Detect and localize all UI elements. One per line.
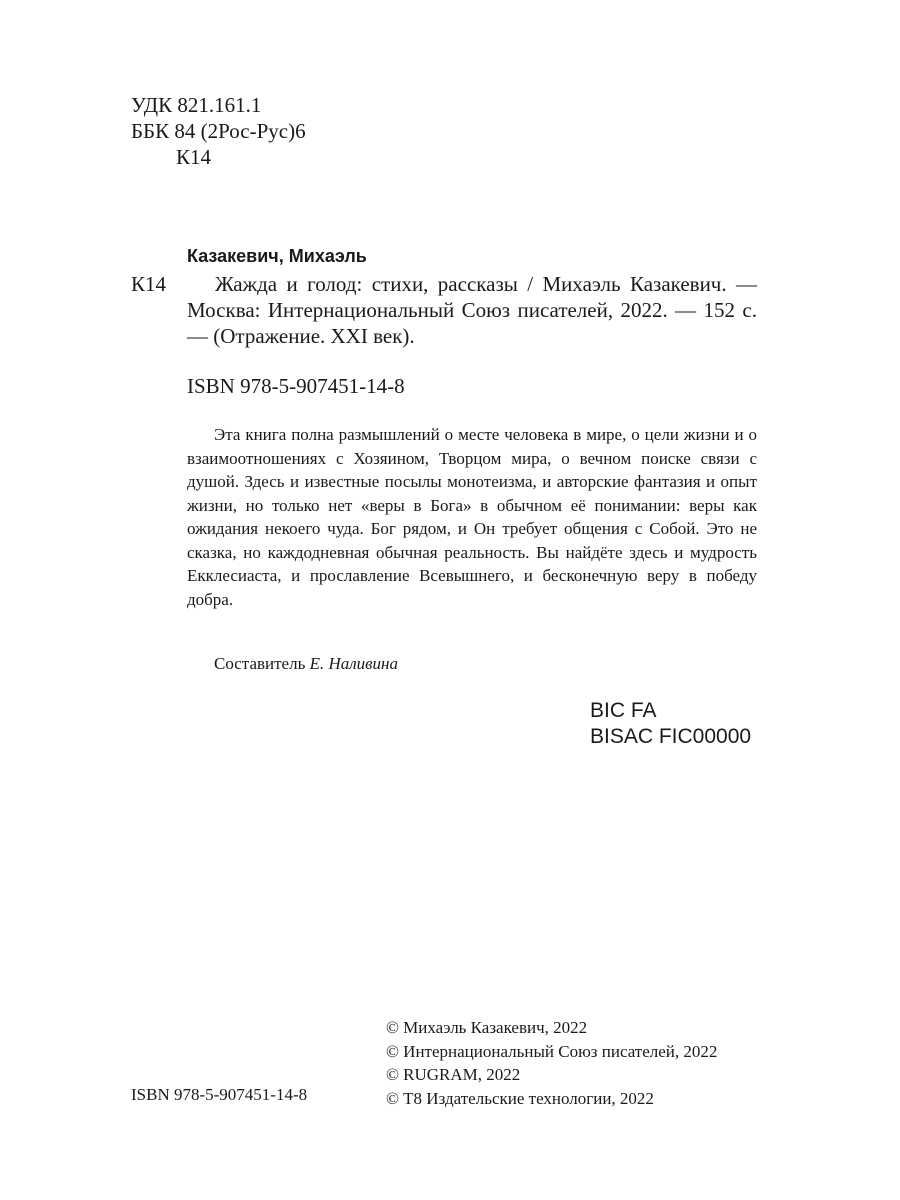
copyright-line: © Т8 Издательские технологии, 2022 — [386, 1088, 654, 1108]
copyright-line: © Интернациональный Союз писателей, 2022 — [386, 1041, 718, 1061]
annotation-text: Эта книга полна размышлений о месте человека в мире, о цели жизни и о взаимоотношениях с Хозяином, Творцом мира, о вечном поиске связи с душой. Здесь и известные посылы монотеизма, и авторские фантазия и опыт жизни, но только нет «веры в Бога» в обычном её понимании: веры как ожидания некоего чуда. Бог рядом, и Он требует общения с Собой. Это не сказка, но каждодневная обычная реальность. Вы найдёте здесь и мудрость Екклесиаста, и прославление Всевышнего, и бесконечную веру в победу добра. — [187, 425, 757, 609]
compiler-label: Составитель — [214, 654, 310, 673]
bic-code: BIC FA — [590, 699, 657, 722]
compiler-name: Е. Наливина — [309, 654, 398, 673]
isbn-record: ISBN 978-5-907451-14-8 — [187, 374, 405, 398]
author-mark-left: К14 — [131, 272, 167, 296]
isbn-footer: ISBN 978-5-907451-14-8 — [131, 1085, 308, 1104]
compiler-credit — [214, 652, 398, 676]
author-mark-top: К14 — [176, 145, 212, 169]
copyright-list — [386, 1016, 717, 1110]
bibliographic-description: Жажда и голод: стихи, рассказы / Михаэль Казакевич. — Москва: Интернациональный Союз писателей, 2022. — 152 с. — (Отражение. XXI век). — [187, 272, 757, 348]
udk-code: УДК 821.161.1 — [131, 93, 262, 117]
bbk-code: ББК 84 (2Рос-Рус)6 — [131, 119, 306, 143]
bisac-code: BISAC FIC00000 — [590, 725, 752, 748]
copyright-line: © RUGRAM, 2022 — [386, 1065, 521, 1084]
copyright-line: © Михаэль Казакевич, 2022 — [386, 1018, 588, 1037]
author-heading: Казакевич, Михаэль — [187, 246, 367, 266]
